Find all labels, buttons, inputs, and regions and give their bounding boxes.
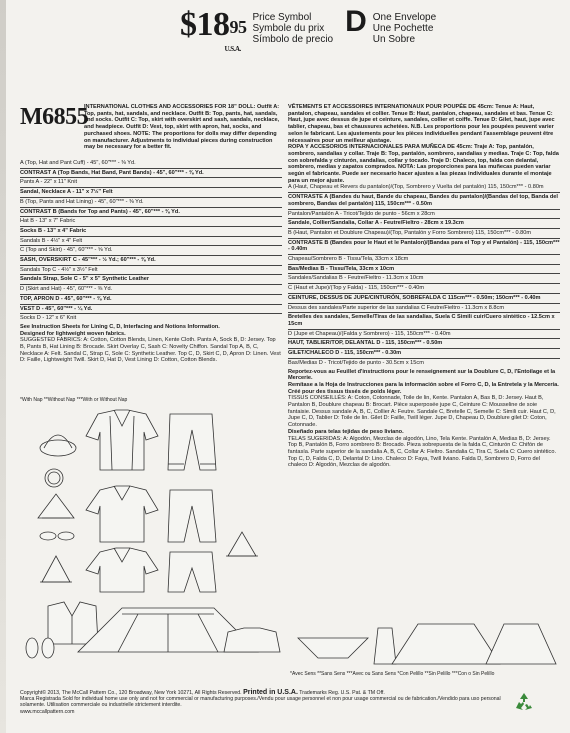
yardage-divider [288, 238, 560, 239]
yardage-line: SASH, OVERSKIRT C - 45"*** - ½ Yd.; 60"*** - ⅜ Yd. [20, 257, 156, 264]
price-symbol-en: Price Symbol [252, 12, 312, 23]
yardage-divider [288, 273, 560, 274]
hat-a-drawing [40, 435, 76, 456]
yardage-line: CEINTURE, DESSUS DE JUPE/CINTURÓN, SOBREFALDA C 115cm*** - 0.50m; 150cm*** - 0.40m [288, 294, 541, 301]
yardage-divider [288, 329, 560, 330]
intro-english: INTERNATIONAL CLOTHES AND ACCESSORIES FOR 18" DOLL: Outfit A: Top, pants, hat, sandals, and necklace. Outfit B: Top, pants, hat, sandals, and socks. Outfit C: Top, skirt with overskirt and sash, sandals, necklace, and headpiece. Outfit D: Vest, top, skirt with apron, hat, socks, and purchased shoes. NOTE: The proportions for dolls may differ depending on manufacturer. Adjustments to individual pieces during construction may be necessary for a better fit. [84, 104, 280, 151]
yardage-divider [288, 312, 560, 313]
top-c-drawing [86, 548, 158, 592]
yardage-line: VEST D - 45", 60"*** - ¼ Yd. [20, 305, 93, 312]
yardage-line: A (Haut, Chapeau et Revers du pantalon)/(Top, Sombrero y Vuelta del pantalón) 115, 150cm*** - 0.80m [288, 184, 544, 191]
yardage-divider [20, 177, 282, 178]
yardage-line: B (Haut, Pantalon et Doublure Chapeau)/(Top, Pantalón y Forro Sombrero) 115, 150cm*** - 0.80m [288, 229, 532, 236]
yardage-line: CONTRAST B (Bands for Top and Pants) - 45", 60"*** - ⅜ Yd. [20, 208, 180, 215]
yardage-line: Sandals Strap, Sole C - 5" x 5" Synthetic Leather [20, 276, 150, 283]
suggested-fabrics: SUGGESTED FABRICS: A: Cotton, Cotton Blends, Linen, Kente Cloth. Pants A, Sock B, D: Jersey. Top B, Pants B, Hat Lining B: Brocade. Skirt Overlay C, Sash C: Novelty Chiffon. Sandal Top A, B, C, Necklace A: Felt. Sandal C, Strap C, Sole C: Synthetic Leather. Top C, D, Skirt C, D, Apron D: Linen. Vest D: Faille, Lightweight Twill. Skirt D, Hat D, Vest Lining D: Cotton, Cotton Blends. [20, 337, 281, 364]
yardage-line: Sandals B - 4½" x 4" Felt [20, 237, 83, 244]
yardage-divider [288, 338, 560, 339]
see-instruction-note: See Instruction Sheets for Lining C, D, Interfacing and Notions Information. [20, 323, 220, 330]
price-dollars: $18 [180, 6, 230, 43]
yardage-divider [288, 358, 560, 359]
usage-note: Marca Registrada Sold for individual home use only and not for commercial or manufacturing purposes./Vendu pour usage personnel et non pour usage commercial ou de fabrication./Vendido para uso personal solamente. Utilisation commerciale ou industrielle strictement interdite. [20, 696, 501, 709]
pattern-number: M6855 [20, 104, 89, 130]
yardage-line: A (Top, Hat and Pant Cuff) - 45", 60"*** - ⅜ Yd. [20, 160, 136, 166]
garment-line-drawings-bottom [18, 618, 558, 678]
intro-french: VÊTEMENTS ET ACCESSOIRES INTERNATIONAUX POUR POUPÉE DE 45cm: Tenue A: Haut, pantalon, chapeau, sandales et collier. Tenue B: Haut, pantalon, chapeau, sandales et bas. Tenue C: Haut, jupe avec dessus de jupe et ceinture, sandales, collier et coiffe. Tenue D: Gilet, haut, jupe avec tablier, chapeau, bas et chaussures achetées. N.B. Les proportions pour les poupées peuvent varier selon le fabricant. Les ajustements pour les pièces individuelles pendant l'assemblage peuvent être nécessaires pour un meilleur ajustage. [288, 104, 555, 144]
collar-drawing [298, 638, 368, 658]
yardage-divider [20, 274, 282, 275]
pants-c-drawing [168, 552, 216, 592]
yardage-line: Sandal, Necklace A - 11" x 7½" Felt [20, 189, 113, 196]
price-symbol-fr: Symbole du prix [252, 23, 325, 34]
yardage-line: Socks B - 13" x 4" Fabric [20, 227, 87, 234]
telas-sugeridas: TELAS SUGERIDAS: A: Algodón, Mezclas de algodón, Lino, Tela Kente. Pantalón A, Medias B, D: Jersey. Top B, Pantalón B, Forro sombrero B: Brocado. Pieza sobrepuesta de la falda C, Cinturón C: Chifón de fantasía. Parte superior de la sandalia A, B, C, Collar A: Fieltro. Sandalia C, Tira C, Suela C: Cuero sintético. Top C, D, Falda C, D, Delantal D: Lino. Chaleco D: Faya, Twill liviano. Falda D, Sombrero D, Forro del chaleco D: Algodón, Mezclas de algodón. [288, 435, 557, 469]
top-a-drawing [86, 410, 158, 470]
yardage-divider [288, 218, 560, 219]
yardage-divider [20, 236, 282, 237]
yardage-line: GILET/CHALECO D - 115, 150cm*** - 0.30m [288, 350, 402, 357]
yardage-line: TOP, APRON D - 45", 60"*** - ⅜ Yd. [20, 295, 112, 302]
envelope-fr: Une Pochette [372, 23, 434, 34]
yardage-divider [288, 254, 560, 255]
yardage-divider [20, 255, 282, 256]
yardage-line: Bas/Medias D - Tricot/Tejido de punto - 30.5cm x 15cm [288, 359, 424, 366]
yardage-divider [288, 348, 560, 349]
yardage-line: C (Haut et Jupe)/(Top y Falda) - 115, 150cm*** - 0.40m [288, 285, 425, 292]
envelope-letter: D [345, 5, 367, 38]
yardage-line: Dessus des sandales/Parte superior de las sandalias C Feutre/Fieltro - 11.3cm x 8.8cm [288, 304, 504, 311]
pants-b-drawing [168, 490, 216, 542]
price-symbol-es: Símbolo de precio [252, 34, 334, 45]
yardage-divider [288, 293, 560, 294]
yardage-divider [288, 209, 560, 210]
apron-d-drawing [374, 628, 396, 664]
yardage-divider [288, 303, 560, 304]
yardage-line: Hat B - 13" x 7" Fabric [20, 218, 76, 225]
yardage-list-en [20, 160, 282, 322]
yardage-divider [288, 228, 560, 229]
envelope-en: One Envelope [372, 12, 437, 23]
left-shadow [0, 0, 6, 733]
cree-note: Créé pour des tissus tissés de poids léger. [288, 388, 402, 395]
yardage-line: C (Top and Skirt) - 45", 60"*** - ⅝ Yd. [20, 247, 113, 254]
designed-for-note: Designed for lightweight woven fabrics. [20, 330, 126, 337]
yardage-line: Socks D - 12" x 6" Knit [20, 315, 77, 322]
sandals-c-drawing [26, 638, 54, 658]
footer [20, 690, 520, 715]
yardage-line: Pants A - 22" x 11" Knit [20, 179, 78, 186]
nap-note-fr-es: *Avec Sens **Sans Sens ***Avec ou Sans Sens *Con Pelillo **Sin Pelillo ***Con o Sin Pelillo [290, 671, 495, 677]
right-column [288, 104, 560, 469]
yardage-divider [20, 245, 282, 246]
price-cents: 95 [229, 17, 247, 37]
yardage-line: HAUT, TABLIER/TOP, DELANTAL D - 115, 150cm*** - 0.50m [288, 340, 443, 347]
tissus-conseilles: TISSUS CONSEILLÉS: A: Coton, Cotonnade, Toile de lin, Kente. Pantalon A, Bas B, D: Jersey. Haut B, Pantalon B, Doublure chapeau B: Brocart. Pièce superposée jupe C, Ceinture C: Mousseline de soie fantaisie. Dessus sandale A, B, C, Collier A: Feutre. Sandale C, Bretelle C, Semelle C: Simili cuir. Haut C, D, Jupe C, D, Tablier D: Toile de lin. Gilet D: Faille, Twill léger. Jupe D, Chapeau D, Doublure gilet D: Coton, Cotonnade. [288, 395, 556, 429]
yardage-divider [20, 168, 282, 169]
yardage-divider [20, 197, 282, 198]
price-symbol-labels [253, 12, 334, 45]
yardage-line: B (Top, Pants and Hat Lining) - 45", 60"*** - ⅜ Yd. [20, 198, 144, 205]
intro-spanish: ROPA Y ACCESORIOS INTERNACIONALES PARA MUÑECA DE 45cm: Traje A: Top, pantalón, sombrero, sandalias y collar. Traje B: Top, pantalón, sombrero, sandalias y medias. Traje C: Top, falda con sobrefalda y cinturón, sandalias, collar y tocado. Traje D: Chaleco, top, falda con delantal, sombrero, medias y zapatos comprados. NOTA: Las proporciones para las muñecas pueden variar según el fabricante. Puede ser necesario hacer ajustes a las piezas individuales durante el montaje para un mejor ajuste. [288, 144, 559, 184]
yardage-line: Sandale, Collier/Sandalia, Collar A - Feutre/Fieltro - 28cm x 19.3cm [288, 220, 464, 227]
yardage-line: CONTRASTE A (Bandes du haut, Bande du chapeau, Bandes du pantalon)/(Bandas del top, Banda del sombrero, Bandas del pantalón) 115, 150cm*** - 0.50m [288, 194, 558, 207]
hat-b-drawing [38, 494, 74, 518]
yardage-divider [20, 284, 282, 285]
yardage-divider [20, 304, 282, 305]
yardage-line: Sandals Top C - 4½" x 3½" Felt [20, 266, 98, 273]
refer-french: Reportez-vous au Feuillet d'instructions pour le renseignement sur la Doublure C, D, l'Entoilage et la Mercerie. [288, 368, 556, 382]
copyright: Copyright© 2013, The McCall Pattern Co., 120 Broadway, New York 10271, All Rights Reserved. [20, 690, 242, 696]
yardage-divider [20, 207, 282, 208]
disenado-note: Diseñado para telas tejidas de peso liviano. [288, 428, 404, 435]
skirt-d-drawing [392, 624, 556, 664]
necklace-a-drawing [45, 469, 63, 487]
trademark-note: Trademarks Reg. U.S. Pat. & TM Off. [299, 690, 385, 696]
yardage-line: Pantalon/Pantalón A - Tricot/Tejido de punto - 56cm x 28cm [288, 210, 435, 217]
pants-a-drawing [168, 414, 216, 470]
yardage-line: D (Jupe et Chapeau)/(Falda y Sombrero) - 115, 150cm*** - 0.40m [288, 330, 451, 337]
yardage-divider [20, 265, 282, 266]
yardage-divider [20, 187, 282, 188]
yardage-divider [20, 226, 282, 227]
yardage-divider [288, 283, 560, 284]
yardage-list-fr-es [288, 184, 560, 366]
yardage-divider [20, 294, 282, 295]
yardage-line: Sandales/Sandalias B - Feutre/Fieltro - 11.3cm x 10cm [288, 275, 424, 282]
sandals-b-drawing [40, 532, 74, 540]
nap-note-en: *With Nap **Without Nap ***With or Without Nap [20, 397, 128, 403]
yardage-divider [20, 216, 282, 217]
printed-in: Printed in U.S.A. [243, 689, 298, 696]
refer-spanish: Remítase a la Hoja de Instrucciones para la información sobre el Forro C, D, la Entretela y la Mercería. [288, 381, 559, 388]
price-header [180, 5, 437, 53]
yardage-divider [288, 192, 560, 193]
yardage-line: Bas/Medias B - Tissu/Tela, 33cm x 10cm [288, 265, 395, 272]
yardage-line: CONTRASTE B (Bandes pour le Haut et le Pantalon)/(Bandas para el Top y el Pantalón) - 115, 150cm*** - 0.40m [288, 239, 560, 253]
yardage-line: CONTRAST A (Top Bands, Hat Band, Pant Bands) - 45", 60"*** - ⅜ Yd. [20, 169, 204, 176]
left-column [20, 132, 282, 364]
yardage-line: Chapeau/Sombrero B - Tissu/Tela, 33cm x 18cm [288, 256, 409, 263]
top-b-drawing [86, 486, 158, 542]
yardage-divider [20, 313, 282, 314]
yardage-line: D (Skirt and Hat) - 45", 60"*** - ⅜ Yd. [20, 286, 113, 293]
recycle-icon [512, 690, 536, 714]
price [180, 6, 247, 53]
price-usa: U.S.A. [224, 45, 241, 53]
top-d-drawing [224, 628, 280, 652]
envelope-es: Un Sobre [372, 34, 416, 45]
envelope-labels [373, 12, 436, 45]
yardage-divider [288, 264, 560, 265]
website: www.mccallpattern.com [20, 708, 75, 715]
yardage-line: Bretelles des sandales, Semelle/Tiras de las sandalias, Suela C Simili cuir/Cuero sintético - 12.5cm x 15cm [288, 314, 555, 327]
